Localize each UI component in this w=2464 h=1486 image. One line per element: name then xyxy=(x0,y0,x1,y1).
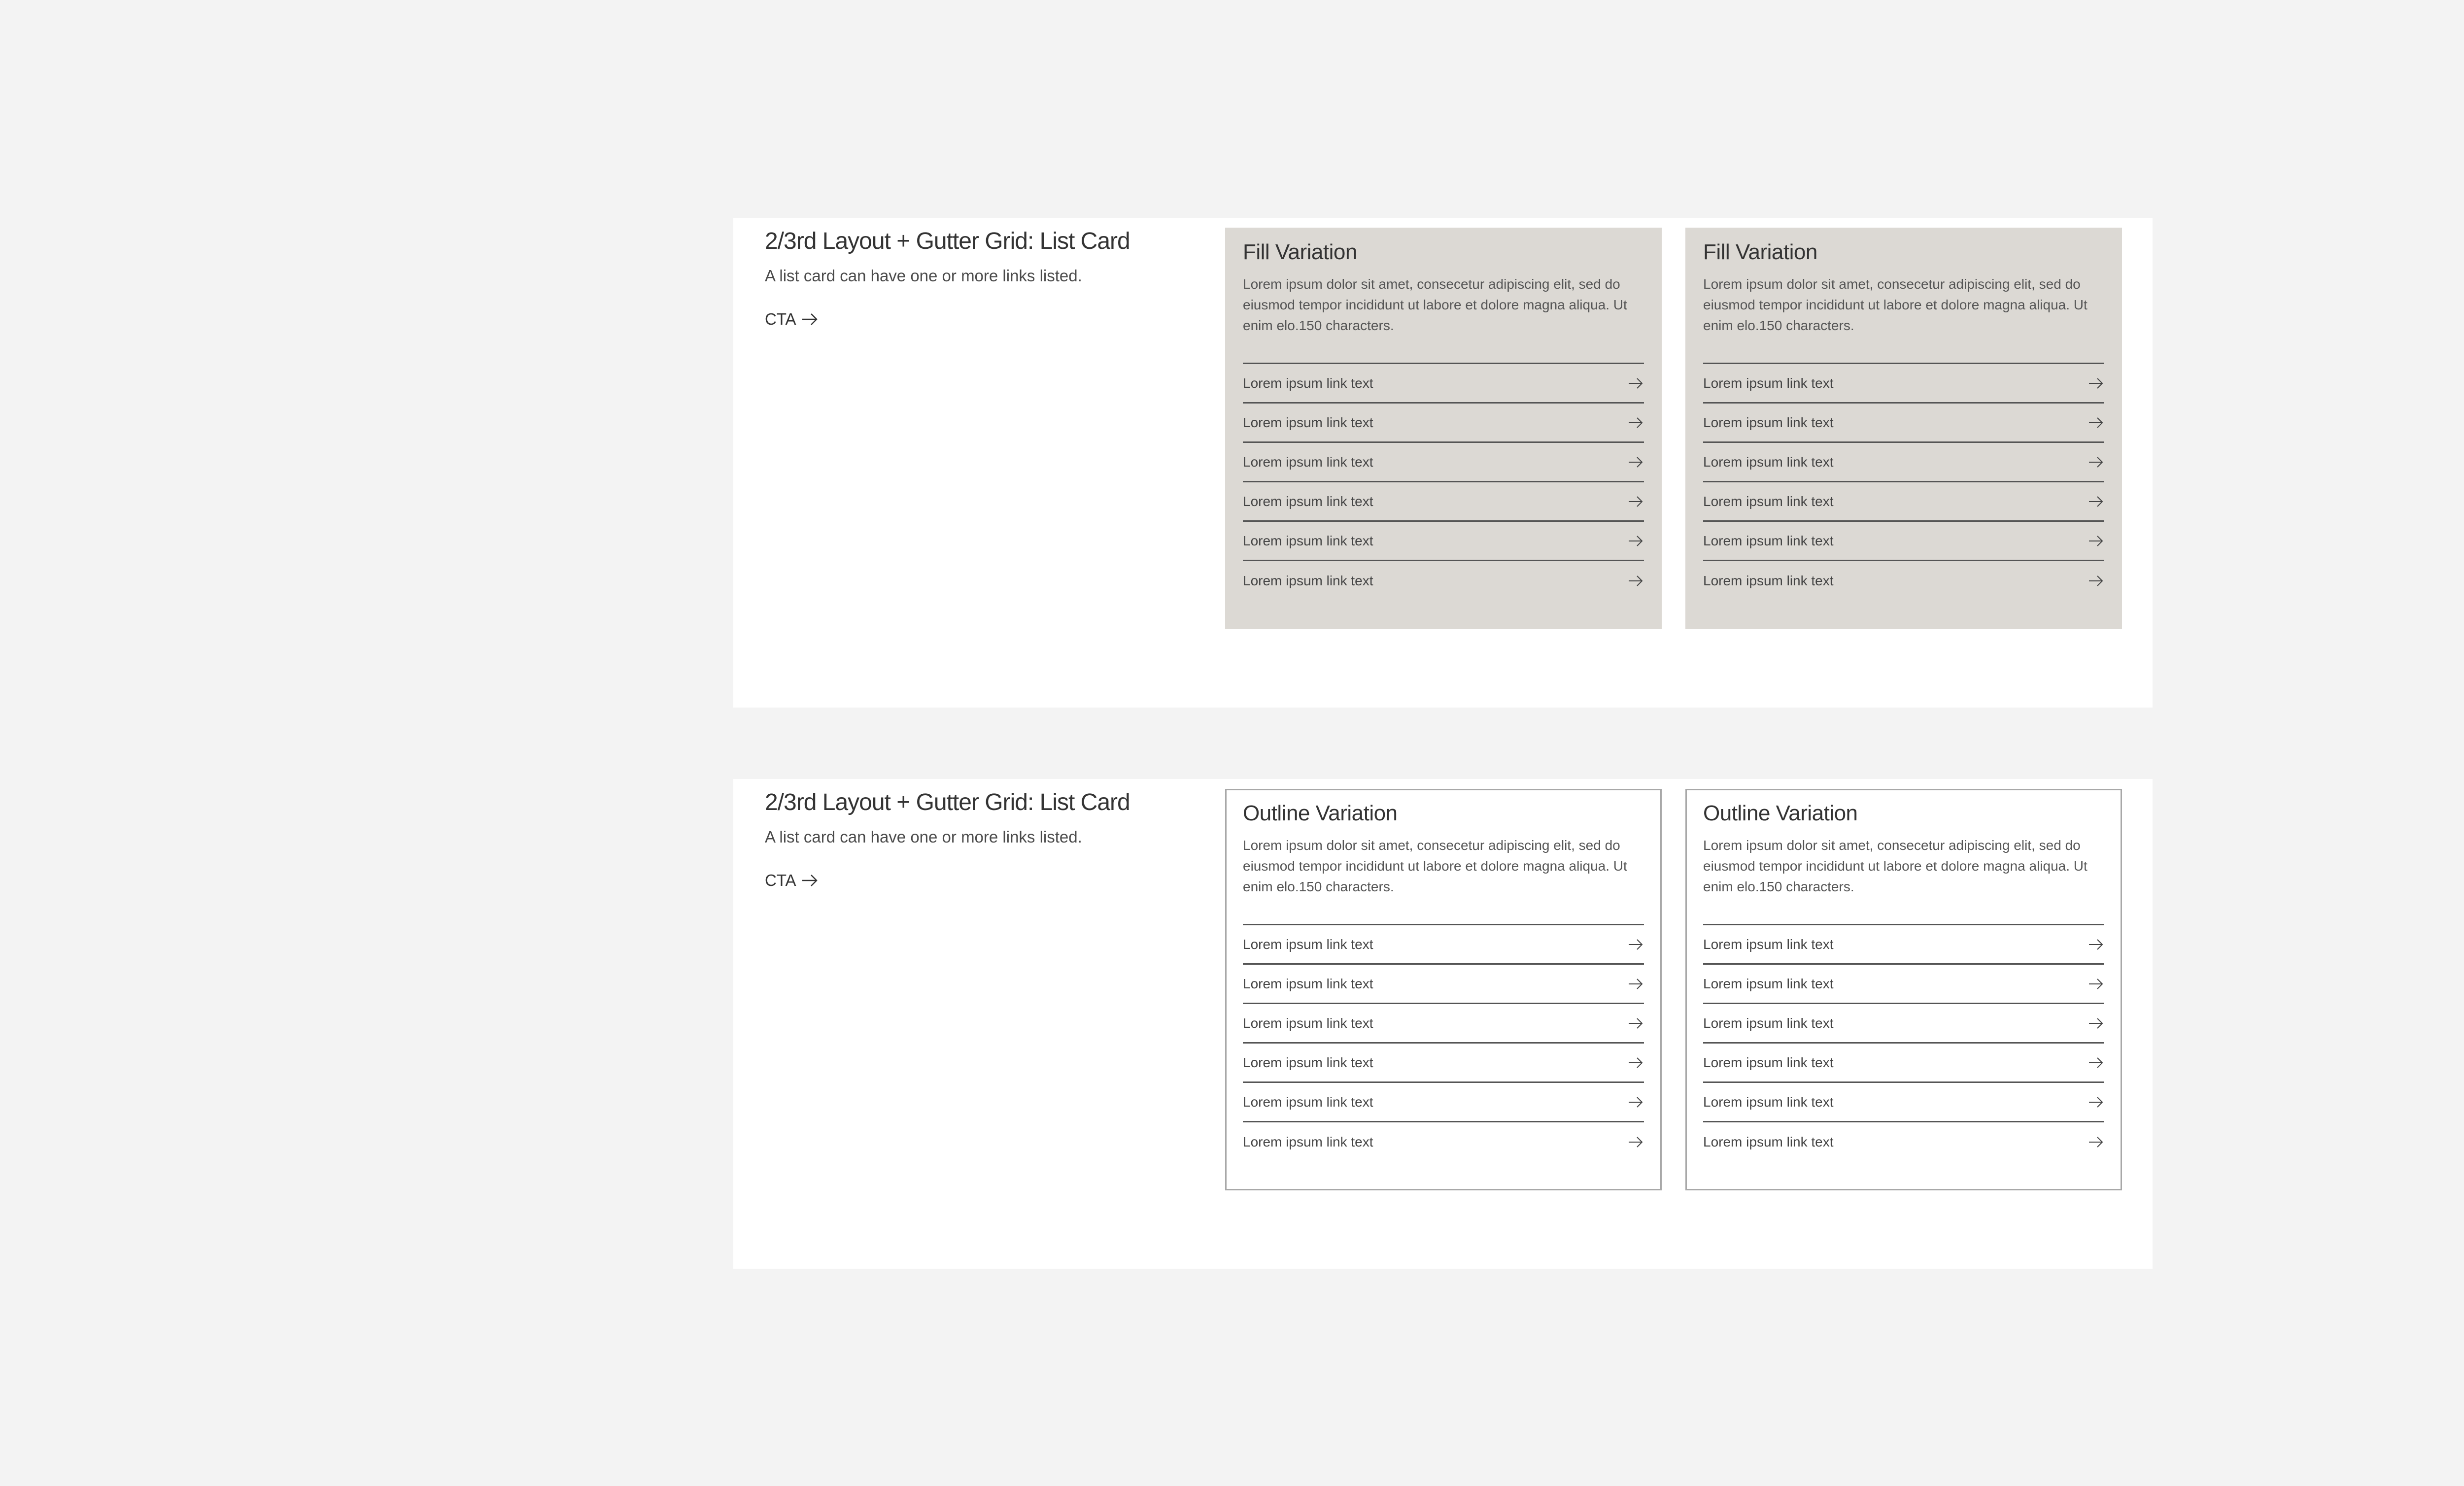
list-card xyxy=(1685,789,2122,1190)
card-link-text: Lorem ipsum link text xyxy=(1703,936,1834,952)
card-link-text: Lorem ipsum link text xyxy=(1243,1134,1373,1149)
card-link[interactable] xyxy=(1243,561,1644,601)
arrow-right-icon xyxy=(2088,496,2103,507)
card-link-text: Lorem ipsum link text xyxy=(1243,454,1373,470)
card-link[interactable] xyxy=(1703,482,2104,522)
card-link[interactable] xyxy=(1243,404,1644,443)
card-link[interactable] xyxy=(1703,443,2104,482)
card-title: Outline Variation xyxy=(1703,801,1858,825)
card-body: Lorem ipsum dolor sit amet, consecetur adipiscing elit, sed do eiusmod tempor incididunt ut labore et dolore magna aliqua. Ut enim elo.150 characters. xyxy=(1703,276,2088,333)
card-link[interactable] xyxy=(1703,404,2104,443)
arrow-right-icon xyxy=(801,313,818,326)
card-link-text: Lorem ipsum link text xyxy=(1703,976,1834,991)
card-link-text: Lorem ipsum link text xyxy=(1243,1015,1373,1031)
card-link-text: Lorem ipsum link text xyxy=(1703,533,1834,548)
arrow-right-icon xyxy=(2088,377,2103,389)
list-card-section-fill xyxy=(733,218,2153,708)
card-link-list xyxy=(1243,924,1644,1162)
arrow-right-icon xyxy=(1628,535,1643,547)
arrow-right-icon xyxy=(2088,1017,2103,1029)
arrow-right-icon xyxy=(1628,496,1643,507)
arrow-right-icon xyxy=(2088,535,2103,547)
card-link-text: Lorem ipsum link text xyxy=(1243,976,1373,991)
card-link[interactable] xyxy=(1243,925,1644,965)
card-link[interactable] xyxy=(1243,482,1644,522)
card-link-text: Lorem ipsum link text xyxy=(1243,1054,1373,1070)
arrow-right-icon xyxy=(2088,978,2103,990)
arrow-right-icon xyxy=(2088,939,2103,950)
arrow-right-icon xyxy=(1628,456,1643,468)
card-link[interactable] xyxy=(1243,1044,1644,1083)
card-link[interactable] xyxy=(1703,561,2104,601)
arrow-right-icon xyxy=(1628,1017,1643,1029)
card-link-text: Lorem ipsum link text xyxy=(1703,454,1834,470)
card-link[interactable] xyxy=(1703,1122,2104,1162)
cta-link[interactable] xyxy=(765,308,818,330)
card-link-list xyxy=(1243,363,1644,601)
arrow-right-icon xyxy=(2088,1096,2103,1108)
card-link[interactable] xyxy=(1703,1044,2104,1083)
card-link-list xyxy=(1703,363,2104,601)
card-link-list xyxy=(1703,924,2104,1162)
card-link[interactable] xyxy=(1703,364,2104,404)
card-link-text: Lorem ipsum link text xyxy=(1243,533,1373,548)
arrow-right-icon xyxy=(1628,575,1643,587)
card-link[interactable] xyxy=(1703,925,2104,965)
card-title: Fill Variation xyxy=(1703,240,1817,264)
arrow-right-icon xyxy=(1628,417,1643,429)
card-link-text: Lorem ipsum link text xyxy=(1703,414,1834,430)
arrow-right-icon xyxy=(1628,1096,1643,1108)
list-card xyxy=(1685,228,2122,629)
card-link[interactable] xyxy=(1703,522,2104,561)
arrow-right-icon xyxy=(1628,1057,1643,1069)
section-description: A list card can have one or more links listed. xyxy=(765,828,1082,846)
card-link-text: Lorem ipsum link text xyxy=(1703,573,1834,588)
card-link[interactable] xyxy=(1243,1004,1644,1044)
cta-label: CTA xyxy=(765,310,796,328)
list-card xyxy=(1225,228,1662,629)
card-link[interactable] xyxy=(1243,965,1644,1004)
card-link[interactable] xyxy=(1243,1122,1644,1162)
card-link[interactable] xyxy=(1703,965,2104,1004)
card-link-text: Lorem ipsum link text xyxy=(1703,1015,1834,1031)
section-description: A list card can have one or more links listed. xyxy=(765,267,1082,285)
card-link-text: Lorem ipsum link text xyxy=(1243,573,1373,588)
section-intro xyxy=(765,226,1179,330)
card-link-text: Lorem ipsum link text xyxy=(1703,493,1834,509)
arrow-right-icon xyxy=(1628,939,1643,950)
card-link-text: Lorem ipsum link text xyxy=(1703,1134,1834,1149)
arrow-right-icon xyxy=(801,874,818,887)
card-link-text: Lorem ipsum link text xyxy=(1703,1054,1834,1070)
card-link-text: Lorem ipsum link text xyxy=(1703,375,1834,391)
card-link[interactable] xyxy=(1703,1004,2104,1044)
arrow-right-icon xyxy=(2088,575,2103,587)
card-link-text: Lorem ipsum link text xyxy=(1703,1094,1834,1110)
card-link[interactable] xyxy=(1243,522,1644,561)
arrow-right-icon xyxy=(2088,1136,2103,1148)
cta-label: CTA xyxy=(765,871,796,889)
card-title: Fill Variation xyxy=(1243,240,1357,264)
card-link[interactable] xyxy=(1243,364,1644,404)
arrow-right-icon xyxy=(2088,456,2103,468)
arrow-right-icon xyxy=(2088,1057,2103,1069)
card-link[interactable] xyxy=(1243,1083,1644,1122)
card-title: Outline Variation xyxy=(1243,801,1398,825)
card-link[interactable] xyxy=(1243,443,1644,482)
card-body: Lorem ipsum dolor sit amet, consecetur adipiscing elit, sed do eiusmod tempor incididunt ut labore et dolore magna aliqua. Ut enim elo.150 characters. xyxy=(1703,838,2088,894)
card-link-text: Lorem ipsum link text xyxy=(1243,493,1373,509)
arrow-right-icon xyxy=(1628,978,1643,990)
section-intro xyxy=(765,787,1179,891)
arrow-right-icon xyxy=(1628,377,1643,389)
list-card xyxy=(1225,789,1662,1190)
section-title: 2/3rd Layout + Gutter Grid: List Card xyxy=(765,228,1130,254)
card-link-text: Lorem ipsum link text xyxy=(1243,375,1373,391)
card-link-text: Lorem ipsum link text xyxy=(1243,1094,1373,1110)
card-body: Lorem ipsum dolor sit amet, consecetur adipiscing elit, sed do eiusmod tempor incididunt ut labore et dolore magna aliqua. Ut enim elo.150 characters. xyxy=(1243,838,1627,894)
card-body: Lorem ipsum dolor sit amet, consecetur adipiscing elit, sed do eiusmod tempor incididunt ut labore et dolore magna aliqua. Ut enim elo.150 characters. xyxy=(1243,276,1627,333)
card-link-text: Lorem ipsum link text xyxy=(1243,936,1373,952)
list-card-section-outline xyxy=(733,779,2153,1269)
arrow-right-icon xyxy=(1628,1136,1643,1148)
arrow-right-icon xyxy=(2088,417,2103,429)
card-link[interactable] xyxy=(1703,1083,2104,1122)
cta-link[interactable] xyxy=(765,870,818,891)
card-link-text: Lorem ipsum link text xyxy=(1243,414,1373,430)
section-title: 2/3rd Layout + Gutter Grid: List Card xyxy=(765,789,1130,815)
